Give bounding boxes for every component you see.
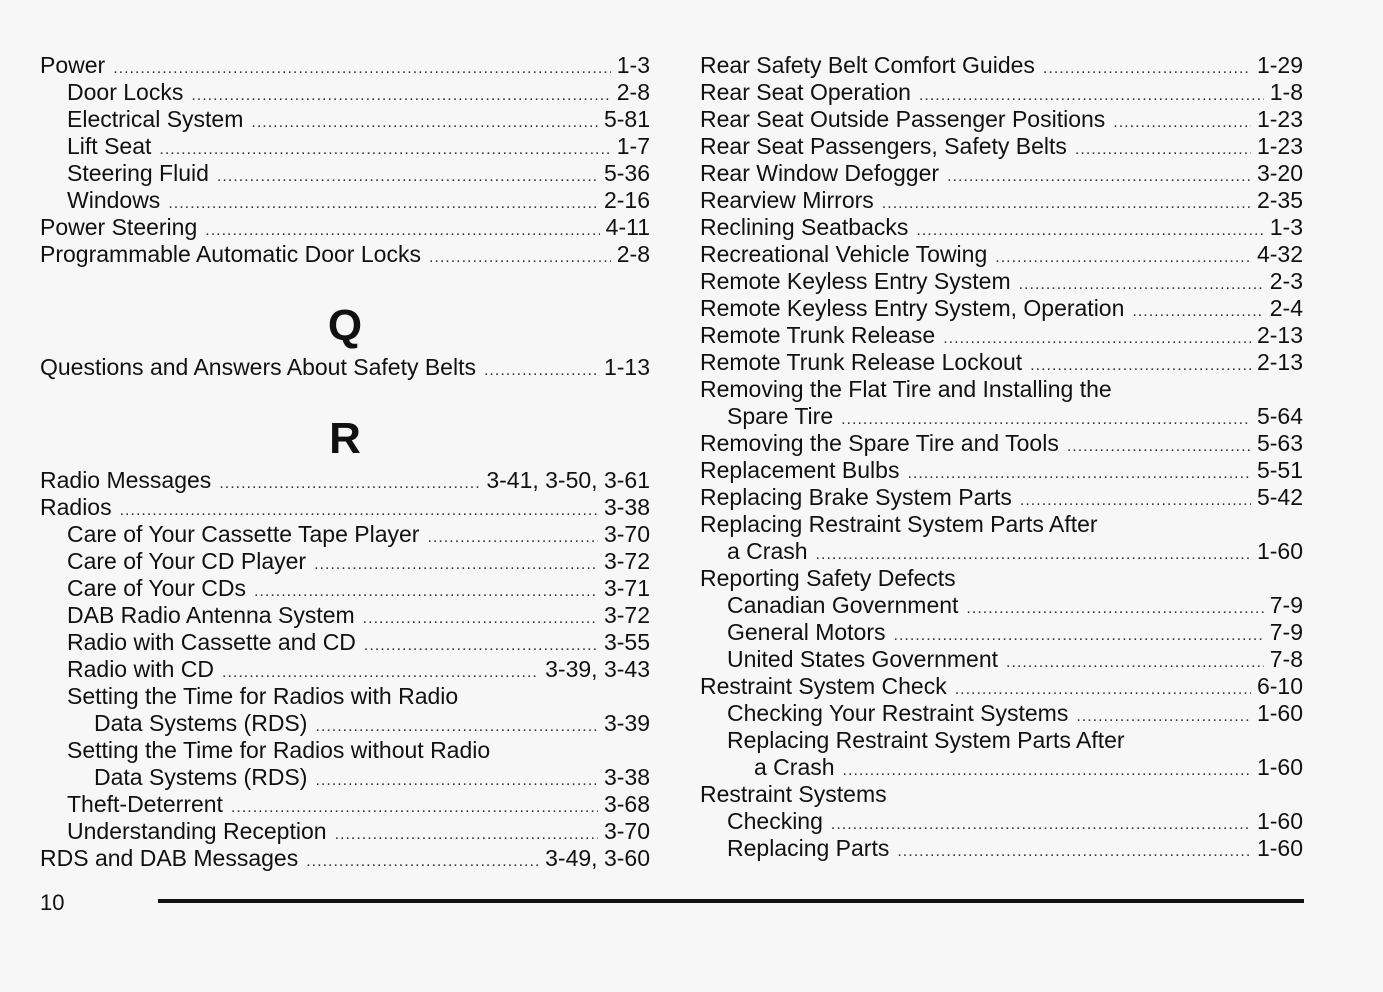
index-entry [67,575,650,602]
index-entry [700,52,1303,79]
index-entry [67,629,650,656]
index-page-ref: 3-39 [603,710,650,736]
index-page-ref: 6-10 [1256,673,1303,699]
index-entry [700,565,1303,592]
index-entry [67,818,650,845]
index-entry [94,764,650,791]
dot-leader [1076,703,1251,730]
index-term: Care of Your CDs [67,575,246,601]
dot-leader [314,551,598,578]
index-term: Rear Seat Outside Passenger Positions [700,106,1106,132]
dot-leader [916,217,1263,244]
index-term: Remote Trunk Release [700,322,936,348]
dot-leader [217,163,598,190]
index-term: Rear Safety Belt Comfort Guides [700,52,1035,78]
index-entry [700,511,1303,538]
index-term: Remote Trunk Release Lockout [700,349,1023,375]
index-entry [727,646,1303,673]
section-heading-r: R [329,414,361,463]
dot-leader [966,595,1263,622]
index-page-ref: 1-60 [1256,754,1303,780]
dot-leader [841,406,1251,433]
index-term: Care of Your CD Player [67,548,307,574]
dot-leader [947,163,1251,190]
index-entry [754,754,1303,781]
dot-leader [306,848,539,875]
index-entry [94,710,650,737]
index-page-ref: 1-7 [616,133,650,159]
index-term: Rearview Mirrors [700,187,874,213]
index-term: Checking [727,808,823,834]
index-term: Checking Your Restraint Systems [727,700,1069,726]
dot-leader [364,632,598,659]
dot-leader [843,757,1251,784]
index-entry [67,602,650,629]
index-entry [727,538,1303,565]
index-page-ref: 3-41, 3-50, 3-61 [486,467,650,493]
index-entry [727,808,1303,835]
dot-leader [113,55,611,82]
index-term: Windows [67,187,161,213]
r-entries [40,467,650,872]
index-page-ref: 3-70 [603,521,650,547]
index-page-ref: 2-35 [1256,187,1303,213]
index-page-ref: 3-38 [603,494,650,520]
index-page-ref: 7-9 [1269,592,1303,618]
index-page-ref: 3-39, 3-43 [545,656,650,682]
index-page-ref: 1-60 [1256,538,1303,564]
index-term: Setting the Time for Radios without Radio [67,737,491,763]
dot-leader [484,357,598,384]
left-index-column [40,52,650,872]
index-term: RDS and DAB Messages [40,845,299,871]
index-term: Replacing Restraint System Parts After [700,511,1098,537]
index-page-ref: 2-3 [1269,268,1303,294]
index-page-ref: 3-20 [1256,160,1303,186]
dot-leader [427,524,597,551]
dot-leader [219,470,480,497]
index-entry [67,548,650,575]
dot-leader [816,541,1251,568]
index-page-ref: 5-64 [1256,403,1303,429]
index-term: Power Steering [40,214,198,240]
index-term: Setting the Time for Radios with Radio [67,683,459,709]
index-term: Data Systems (RDS) [94,710,308,736]
index-page-ref: 3-49, 3-60 [545,845,650,871]
index-entry [40,241,650,268]
index-page-ref: 2-4 [1269,295,1303,321]
index-entry [700,295,1303,322]
index-entry [40,845,650,872]
dot-leader [231,794,598,821]
footer-rule [158,899,1304,903]
index-page-ref: 2-13 [1256,322,1303,348]
power-entries [40,52,650,268]
index-term: Programmable Automatic Door Locks [40,241,421,267]
index-term: DAB Radio Antenna System [67,602,355,628]
index-term: Radio Messages [40,467,212,493]
index-term: Power [40,52,106,78]
dot-leader [205,217,599,244]
index-term: Recreational Vehicle Towing [700,241,988,267]
dot-leader [222,659,539,686]
index-page-ref: 5-63 [1256,430,1303,456]
index-entry [727,403,1303,430]
index-term: Removing the Spare Tire and Tools [700,430,1059,456]
index-term: Rear Seat Passengers, Safety Belts [700,133,1067,159]
index-term: Remote Keyless Entry System [700,268,1011,294]
dot-leader [335,821,598,848]
dot-leader [315,713,598,740]
index-entry [700,187,1303,214]
page-number: 10 [40,890,65,915]
index-entry [700,106,1303,133]
index-entry [700,376,1303,403]
dot-leader [429,244,611,271]
index-term: Restraint System Check [700,673,947,699]
index-term: Data Systems (RDS) [94,764,308,790]
index-page-ref: 1-3 [1269,214,1303,240]
index-entry [700,430,1303,457]
q-entries [40,354,650,381]
index-entry [700,79,1303,106]
dot-leader [1132,298,1263,325]
dot-leader [919,82,1264,109]
index-page-ref: 5-81 [603,106,650,132]
index-page-ref: 1-60 [1256,808,1303,834]
index-page-ref: 4-11 [605,214,650,240]
index-page-ref: 2-16 [603,187,650,213]
index-entry [700,241,1303,268]
index-entry [727,727,1303,754]
index-page-ref: 3-71 [603,575,650,601]
index-page-ref: 5-42 [1256,484,1303,510]
index-entry [700,214,1303,241]
index-page-ref: 1-29 [1256,52,1303,78]
dot-leader [1019,271,1264,298]
index-term: Canadian Government [727,592,959,618]
index-term: United States Government [727,646,999,672]
index-entry [727,619,1303,646]
dot-leader [191,82,610,109]
index-page-ref: 7-8 [1269,646,1303,672]
index-term: Reclining Seatbacks [700,214,909,240]
dot-leader [995,244,1251,271]
dot-leader [159,136,610,163]
index-page-ref: 1-23 [1256,106,1303,132]
index-page-ref: 3-72 [603,602,650,628]
index-entry [700,133,1303,160]
index-entry [67,656,650,683]
index-term: a Crash [727,538,808,564]
index-page-ref: 3-38 [603,764,650,790]
index-entry [727,835,1303,862]
dot-leader [907,460,1251,487]
index-entry [67,160,650,187]
dot-leader [1030,352,1251,379]
index-page-ref: 3-70 [603,818,650,844]
right-index-column [700,52,1303,862]
index-entry [40,467,650,494]
index-page-ref: 1-3 [616,52,650,78]
index-term: Replacement Bulbs [700,457,900,483]
index-entry [67,187,650,214]
index-term: General Motors [727,619,886,645]
index-entry [67,521,650,548]
dot-leader [363,605,598,632]
dot-leader [1006,649,1264,676]
index-term: Rear Seat Operation [700,79,911,105]
index-term: Radios [40,494,112,520]
index-page-ref: 7-9 [1269,619,1303,645]
index-page-ref: 1-60 [1256,835,1303,861]
index-entry [700,673,1303,700]
index-entry [727,592,1303,619]
index-entry [40,52,650,79]
index-entry [700,322,1303,349]
index-term: Rear Window Defogger [700,160,940,186]
index-term: Radio with Cassette and CD [67,629,356,655]
dot-leader [168,190,598,217]
index-page-ref: 3-55 [603,629,650,655]
index-page-ref: 1-60 [1256,700,1303,726]
dot-leader [1113,109,1251,136]
dot-leader [1043,55,1251,82]
index-term: Door Locks [67,79,184,105]
index-page-ref: 1-23 [1256,133,1303,159]
index-term: Steering Fluid [67,160,209,186]
index-page-ref: 5-51 [1256,457,1303,483]
index-entry [67,737,650,764]
index-page-ref: 2-13 [1256,349,1303,375]
index-term: Understanding Reception [67,818,327,844]
index-page-ref: 2-8 [616,241,650,267]
index-term: Spare Tire [727,403,834,429]
dot-leader [882,190,1251,217]
index-term: Questions and Answers About Safety Belts [40,354,476,380]
index-term: Replacing Restraint System Parts After [727,727,1125,753]
index-entry [67,791,650,818]
index-entry [67,79,650,106]
dot-leader [120,497,598,524]
dot-leader [251,109,598,136]
dot-leader [831,811,1251,838]
index-page-ref: 3-68 [603,791,650,817]
index-entry [700,349,1303,376]
index-term: Restraint Systems [700,781,887,807]
index-entry [40,494,650,521]
index-entry [67,683,650,710]
index-term: Removing the Flat Tire and Installing the [700,376,1112,402]
dot-leader [897,838,1251,865]
index-entry [40,354,650,381]
dot-leader [943,325,1251,352]
index-term: Remote Keyless Entry System, Operation [700,295,1125,321]
index-term: Reporting Safety Defects [700,565,956,591]
dot-leader [254,578,598,605]
index-entry [67,133,650,160]
index-entry [67,106,650,133]
index-term: Replacing Parts [727,835,890,861]
index-term: a Crash [754,754,835,780]
index-term: Lift Seat [67,133,152,159]
dot-leader [1075,136,1251,163]
dot-leader [1067,433,1251,460]
index-entry [727,700,1303,727]
index-page-ref: 4-32 [1256,241,1303,267]
dot-leader [894,622,1264,649]
index-entry [700,457,1303,484]
index-page-ref: 3-72 [603,548,650,574]
index-entry [40,214,650,241]
dot-leader [315,767,598,794]
dot-leader [1020,487,1251,514]
index-term: Theft-Deterrent [67,791,223,817]
index-page-ref: 5-36 [603,160,650,186]
index-term: Radio with CD [67,656,214,682]
index-entry [700,781,1303,808]
index-entry [700,484,1303,511]
index-page-ref: 1-13 [603,354,650,380]
index-term: Replacing Brake System Parts [700,484,1012,510]
index-page-ref: 1-8 [1269,79,1303,105]
index-term: Electrical System [67,106,244,132]
index-page-ref: 2-8 [616,79,650,105]
index-entry [700,160,1303,187]
section-heading-q: Q [327,301,363,350]
index-entry [700,268,1303,295]
dot-leader [955,676,1251,703]
index-term: Care of Your Cassette Tape Player [67,521,420,547]
right-entries [700,52,1303,862]
